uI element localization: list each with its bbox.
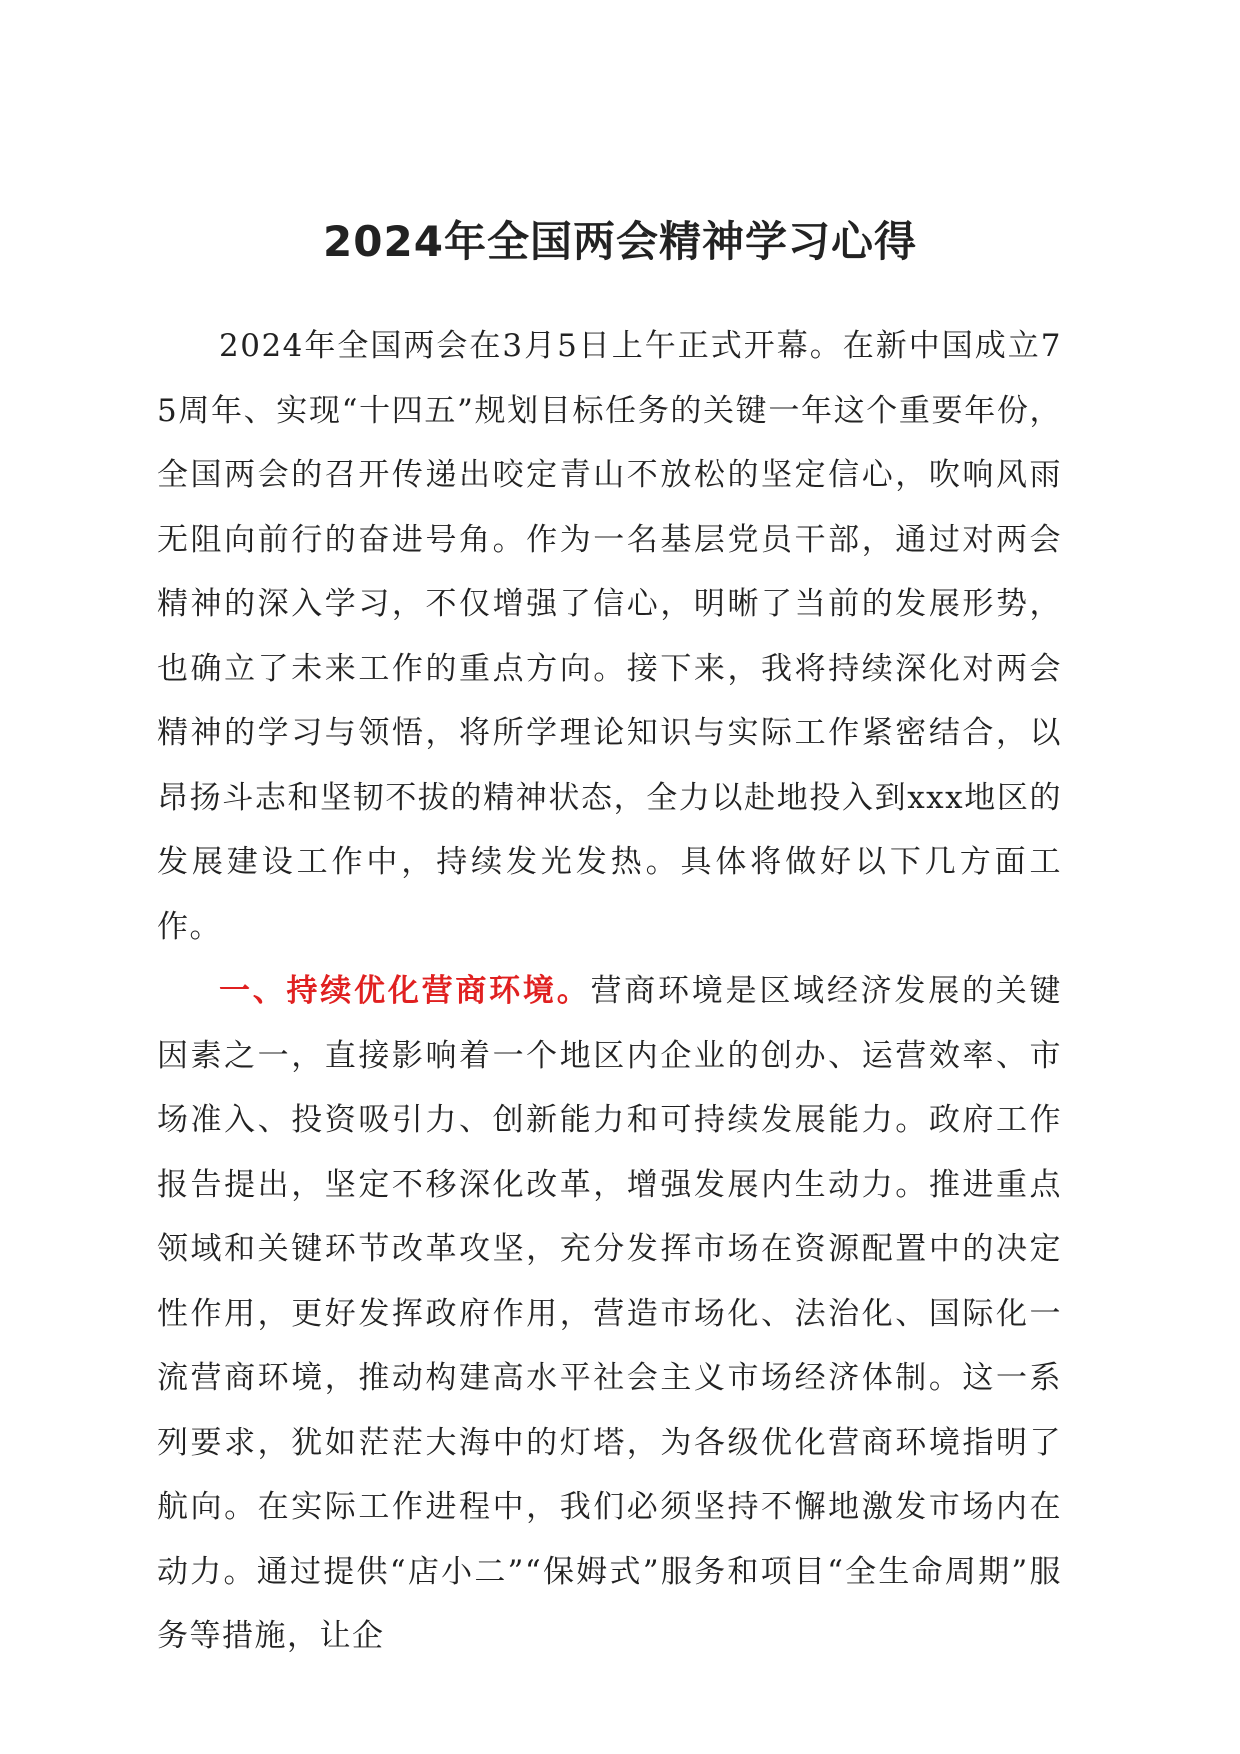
paragraph-section-1 [157, 959, 1062, 1669]
document-title: 2024年全国两会精神学习心得 [323, 217, 917, 266]
paragraph-intro-text: 2024年全国两会在3月5日上午正式开幕。在新中国成立75周年、实现“十四五”规划目标任务的关键一年这个重要年份，全国两会的召开传递出咬定青山不放松的坚定信心，吹响风雨无阻向前行的奋进号角。作为一名基层党员干部，通过对两会精神的深入学习，不仅增强了信心，明晰了当前的发展形势，也确立了未来工作的重点方向。接下来，我将持续深化对两会精神的学习与领悟，将所学理论知识与实际工作紧密结合，以昂扬斗志和坚韧不拔的精神状态，全力以赴地投入到xxx地区的发展建设工作中，持续发光发热。具体将做好以下几方面工作。 [157, 328, 1062, 945]
section-1-heading: 一、持续优化营商环境。 [219, 973, 591, 1009]
paragraph-intro [157, 314, 1062, 959]
document-body [157, 314, 1062, 1669]
section-1-text: 营商环境是区域经济发展的关键因素之一，直接影响着一个地区内企业的创办、运营效率、市场准入、投资吸引力、创新能力和可持续发展能力。政府工作报告提出，坚定不移深化改革，增强发展内生动力。推进重点领域和关键环节改革攻坚，充分发挥市场在资源配置中的决定性作用，更好发挥政府作用，营造市场化、法治化、国际化一流营商环境，推动构建高水平社会主义市场经济体制。这一系列要求，犹如茫茫大海中的灯塔，为各级优化营商环境指明了航向。在实际工作进程中，我们必须坚持不懈地激发市场内在动力。通过提供“店小二”“保姆式”服务和项目“全生命周期”服务等措施，让企 [157, 973, 1063, 1654]
